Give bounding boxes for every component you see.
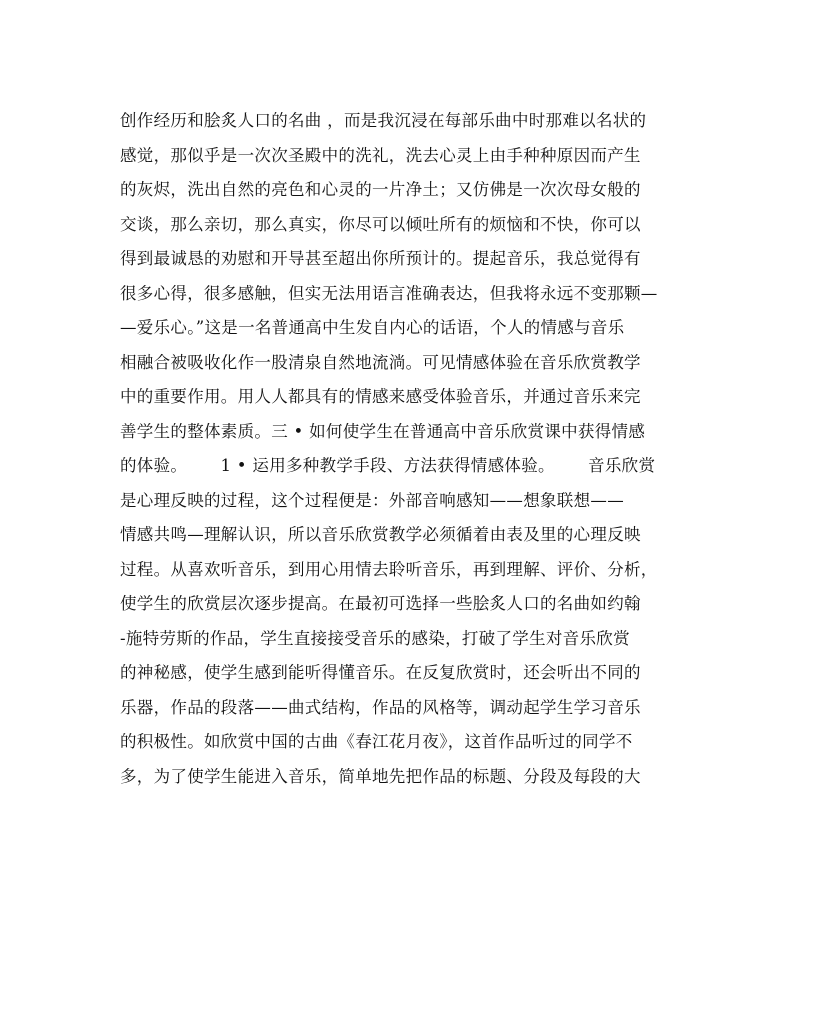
text-line: 是心理反映的过程，这个过程便是：外部音响感知——想象联想—— <box>120 490 624 510</box>
text-line: —爱乐心。”这是一名普通高中生发自内心的话语，个人的情感与音乐 <box>120 318 625 337</box>
text-line: 多，为了使学生能进入音乐，简单地先把作品的标题、分段及每段的大 <box>120 766 641 786</box>
text-line: 乐器，作品的段落——曲式结构，作品的风格等，调动起学生学习音乐 <box>120 697 641 717</box>
text-line: 过程。从喜欢听音乐，到用心用情去聆听音乐，再到理解、评价、分析， <box>120 559 658 579</box>
body-text <box>120 104 720 794</box>
text-line: 很多心得，很多感触，但实无法用语言准确表达，但我将永远不变那颗— <box>120 283 658 303</box>
text-line: 的体验。 1 • 运用多种教学手段、方法获得情感体验。 音乐欣赏 <box>120 456 656 475</box>
text-line: 得到最诚恳的劝慰和开导甚至超出你所预计的。提起音乐，我总觉得有 <box>120 249 641 268</box>
text-line: 感觉，那似乎是一次次圣殿中的洗礼，洗去心灵上由手种种原因而产生 <box>120 145 641 165</box>
text-line: 中的重要作用。用人人都具有的情感来感受体验音乐，并通过音乐来完 <box>120 387 641 406</box>
text-line: 情感共鸣—理解认识，所以音乐欣赏教学必须循着由表及里的心理反映 <box>120 525 641 544</box>
text-line: 的灰烬，洗出自然的亮色和心灵的一片净土；又仿佛是一次次母女般的 <box>120 180 641 199</box>
text-line: 的神秘感，使学生感到能听得懂音乐。在反复欣赏时，还会听出不同的 <box>120 663 641 682</box>
text-line: 善学生的整体素质。三 • 如何使学生在普通高中音乐欣赏课中获得情感 <box>120 421 646 441</box>
text-line: 创作经历和脍炙人口的名曲 ，而是我沉浸在每部乐曲中时那难以名状的 <box>120 111 647 130</box>
text-line: 交谈，那么亲切，那么真实，你尽可以倾吐所有的烦恼和不快，你可以 <box>120 214 641 234</box>
text-line: 相融合被吸收化作一股清泉自然地流淌。可见情感体验在音乐欣赏教学 <box>120 352 641 372</box>
text-line: -施特劳斯的作品，学生直接接受音乐的感染，打破了学生对音乐欣赏 <box>120 628 630 648</box>
text-line: 的积极性。如欣赏中国的古曲《春江花月夜》，这首作品听过的同学不 <box>120 732 633 751</box>
text-line: 使学生的欣赏层次逐步提高。在最初可选择一些脍炙人口的名曲如约翰 <box>120 594 641 613</box>
